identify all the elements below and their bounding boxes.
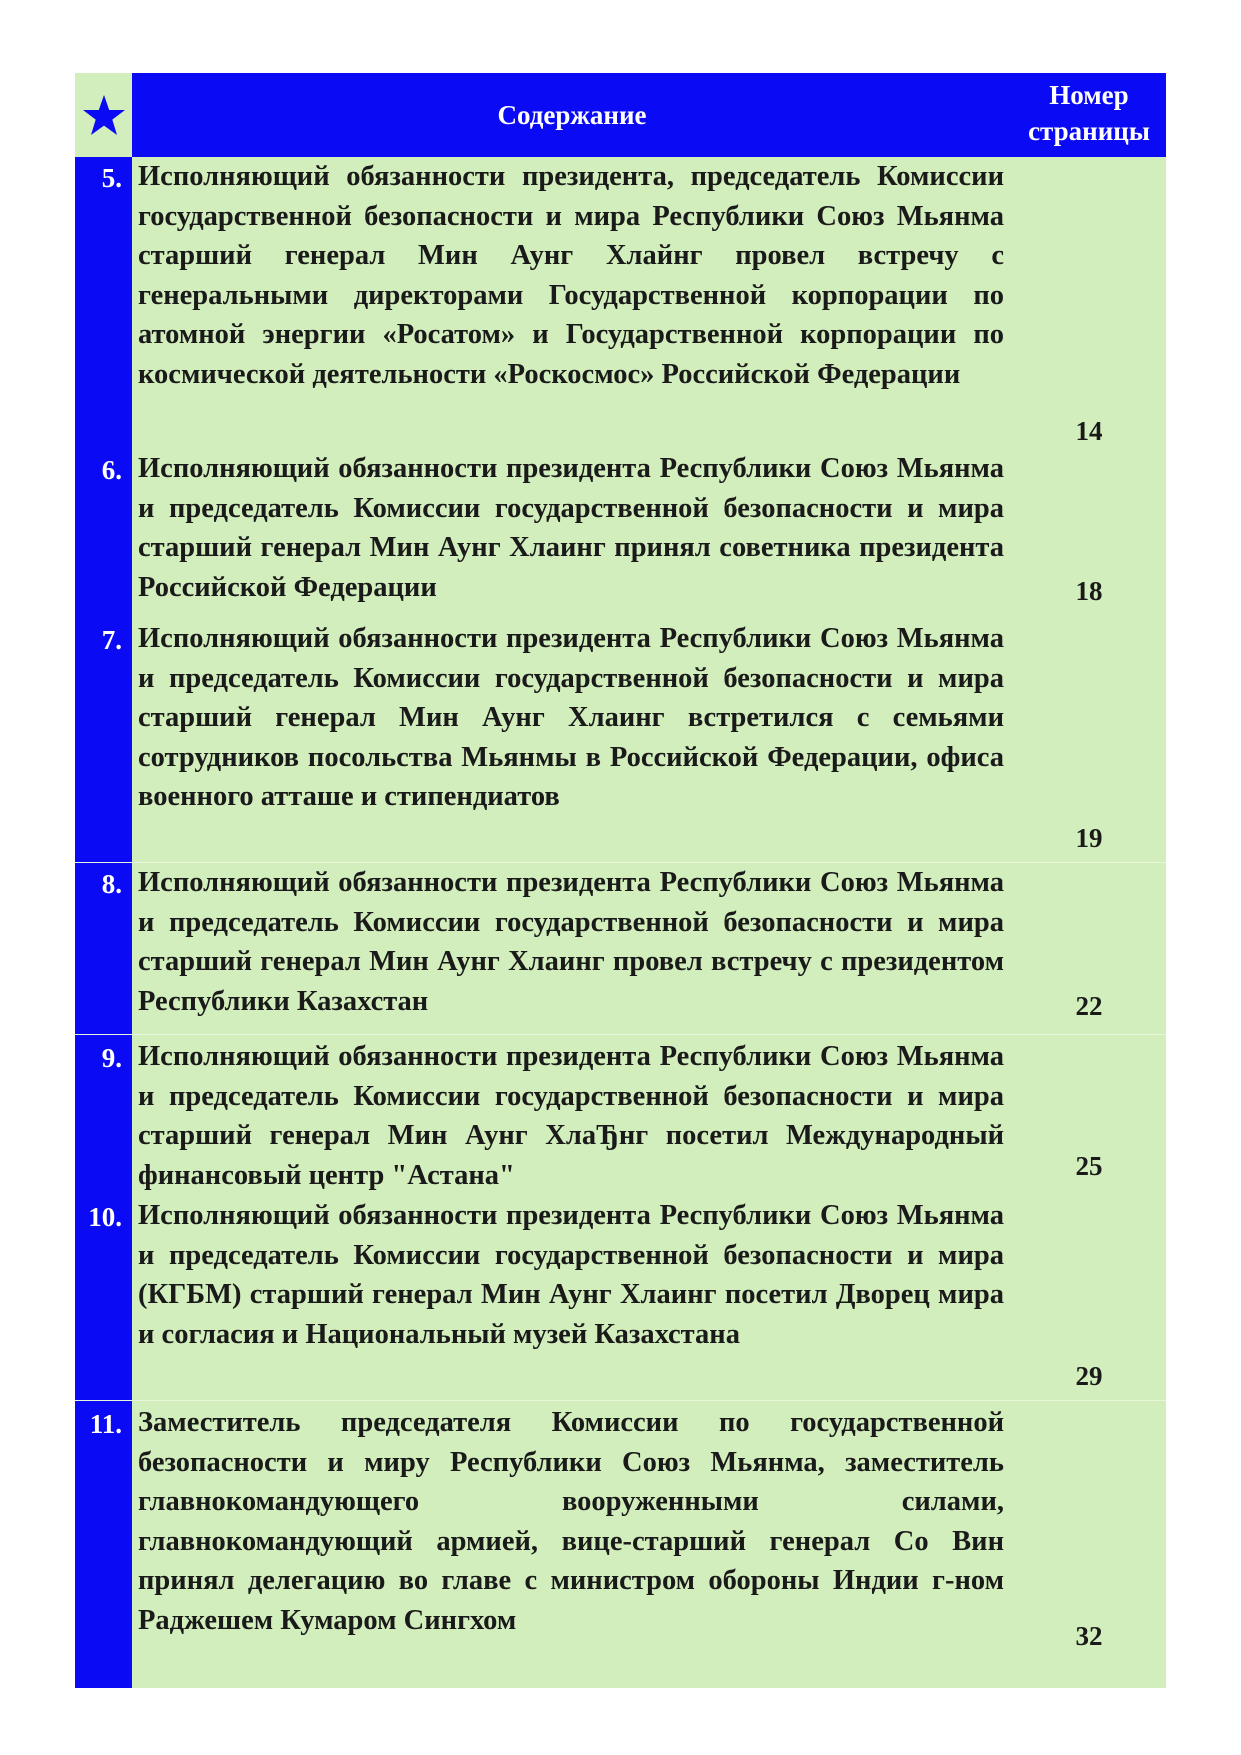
entry-title[interactable]: Заместитель председателя Комиссии по государственной безопасности и миру Республики Союз Мьянма, заместитель главнокомандующего вооруженными силами, главнокомандующий армией, вице-старший генерал Со Вин принял делегацию во главе с министром обороны Индии г-ном Раджешем Кумаром Сингхом	[132, 1400, 1012, 1688]
header-star-cell	[75, 73, 132, 157]
entry-title[interactable]: Исполняющий обязанности президента Республики Союз Мьянма и председатель Комиссии государственной безопасности и мира старший генерал Мин Аунг Хлаинг провел встречу с президентом Республики Казахстан	[132, 862, 1012, 1034]
entry-title[interactable]: Исполняющий обязанности президента Республики Союз Мьянма и председатель Комиссии государственной безопасности и мира старший генерал Мин Аунг ХлаЂнг посетил Международный финансовый центр "Астана"	[132, 1034, 1012, 1196]
entry-title[interactable]: Исполняющий обязанности президента Республики Союз Мьянма и председатель Комиссии государственной безопасности и мира старший генерал Мин Аунг Хлаинг встретился с семьями сотрудников посольства Мьянмы в Российской Федерации, офиса военного атташе и стипендиатов	[138, 623, 1004, 812]
entry-page-number[interactable]: 18	[1075, 576, 1103, 606]
entry-page-number[interactable]: 19	[1075, 823, 1103, 853]
table-of-contents	[75, 73, 1166, 1688]
entry-page-number[interactable]: 22	[1012, 862, 1166, 1034]
page-number-header-line1: Номер	[1049, 80, 1129, 110]
entry-page-number[interactable]: 14	[1075, 416, 1103, 446]
entry-page-number[interactable]: 25	[1012, 1034, 1166, 1196]
entry-title[interactable]: Исполняющий обязанности президента Республики Союз Мьянма и председатель Комиссии государственной безопасности и мира (КГБМ) старший генерал Мин Аунг Хлаинг посетил Дворец мира и согласия и Национальный музей Казахстана	[138, 1200, 1004, 1350]
entry-title[interactable]: Исполняющий обязанности президента, председатель Комиссии государственной безопасности и мира Республики Союз Мьянма старший генерал Мин Аунг Хлайнг провел встречу с генеральными директорами Государственной корпорации по атомной энергии «Росатом» и Государственной корпорации по космической деятельности «Роскосмос» Российской Федерации	[138, 161, 1004, 390]
entry-number: 5.	[75, 157, 132, 449]
entry-number: 10.	[75, 1196, 132, 1400]
entry-number: 11.	[75, 1400, 132, 1688]
entry-page-number[interactable]: 29	[1075, 1361, 1103, 1391]
entry-page-number[interactable]: 32	[1012, 1400, 1166, 1688]
entry-title[interactable]: Исполняющий обязанности президента Республики Союз Мьянма и председатель Комиссии государственной безопасности и мира старший генерал Мин Аунг Хлаинг принял советника президента Российской Федерации	[138, 453, 1004, 603]
entry-number: 6.	[75, 449, 132, 617]
entry-number: 9.	[75, 1034, 132, 1196]
page-number-header-line2: страницы	[1028, 116, 1150, 146]
entry-number: 7.	[75, 617, 132, 862]
page-number-header	[1012, 73, 1166, 157]
entry-number: 8.	[75, 862, 132, 1034]
star-icon	[82, 94, 126, 136]
contents-header: Содержание	[132, 73, 1012, 157]
